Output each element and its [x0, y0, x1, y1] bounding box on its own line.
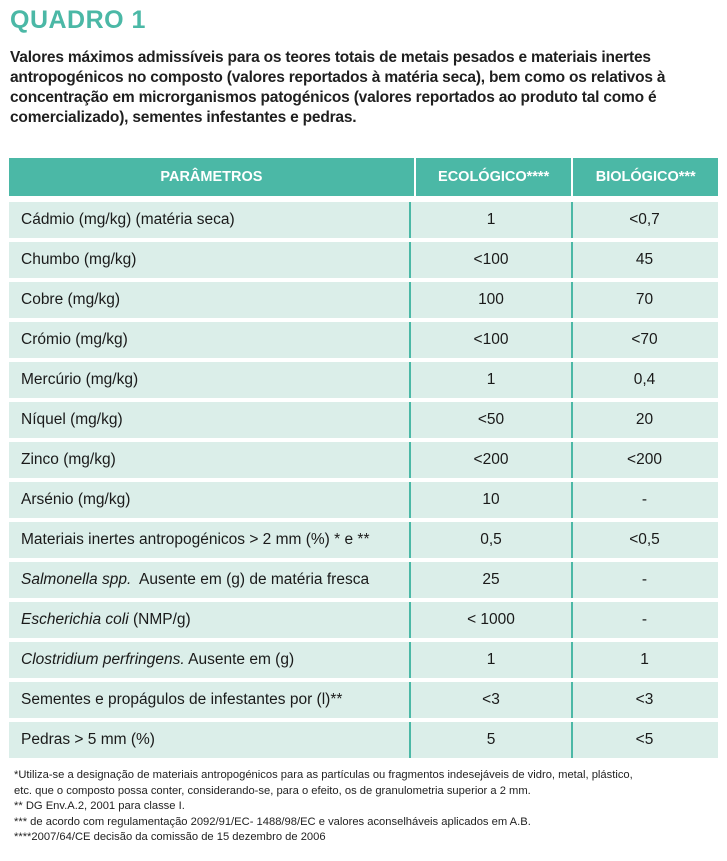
row-eco: <200 [409, 442, 571, 478]
row-param [9, 651, 409, 669]
table-row [9, 482, 718, 518]
row-param: Níquel (mg/kg) [21, 411, 123, 428]
page-title: QUADRO 1 [10, 6, 146, 34]
row-eco: 0,5 [409, 522, 571, 558]
row-param-rest: Ausente em (g) [184, 651, 295, 668]
row-param-italic: Clostridium perfringens. [21, 651, 185, 668]
row-param [9, 571, 409, 589]
row-eco: <3 [409, 682, 571, 718]
row-eco: < 1000 [409, 602, 571, 638]
footnote: ** DG Env.A.2, 2001 para classe I. [14, 800, 185, 812]
header-parametros: PARÂMETROS [160, 169, 263, 185]
footnote: *** de acordo com regulamentação 2092/91/EC- 1488/98/EC e valores aconselháveis aplicados em A.B. [14, 815, 531, 828]
row-eco: 1 [409, 362, 571, 398]
row-param: Sementes e propágulos de infestantes por (l)** [21, 691, 343, 708]
row-param: Arsénio (mg/kg) [21, 491, 131, 508]
row-eco: 1 [409, 642, 571, 678]
table-row [9, 202, 718, 238]
table-row [9, 682, 718, 718]
table-row [9, 402, 718, 438]
row-eco: 100 [409, 282, 571, 318]
table-row [9, 282, 718, 318]
table-row [9, 322, 718, 358]
row-param: Cádmio (mg/kg) (matéria seca) [21, 211, 235, 228]
row-param-italic: Escherichia coli [21, 611, 129, 628]
row-eco: 25 [409, 562, 571, 598]
parameters-table [9, 158, 718, 758]
table-caption: Valores máximos admissíveis para os teores totais de metais pesados e materiais inertes antropogénicos no composto (valores reportados à matéria seca), bem como os relativos à concentração em microrganismos patogénicos (valores reportados ao produto tal como é comercializado), sementes infestantes e pedras. [10, 49, 666, 126]
row-bio: <0,5 [571, 522, 716, 558]
footnote: etc. que o composto possa conter, considerando-se, para o efeito, os de granulometria superior a 2 mm. [14, 784, 531, 797]
row-param: Pedras > 5 mm (%) [21, 731, 155, 748]
row-param-rest: (NMP/g) [128, 611, 191, 628]
row-eco: 1 [409, 202, 571, 238]
table-row [9, 522, 718, 558]
row-bio: - [571, 482, 716, 518]
row-bio: 45 [571, 242, 716, 278]
footnote: *Utiliza-se a designação de materiais antropogénicos para as partículas ou fragmentos indesejáveis de vidro, metal, plástico, [14, 769, 633, 781]
row-bio: <200 [571, 442, 716, 478]
header-biologico: BIOLÓGICO*** [571, 158, 718, 196]
row-param: Zinco (mg/kg) [21, 451, 116, 468]
row-bio: <3 [571, 682, 716, 718]
table-row [9, 722, 718, 758]
row-param: Materiais inertes antropogénicos > 2 mm (%) * e ** [21, 531, 370, 548]
footnotes [14, 768, 720, 846]
row-bio: - [571, 562, 716, 598]
row-param [9, 611, 409, 629]
row-eco: <50 [409, 402, 571, 438]
row-bio: 20 [571, 402, 716, 438]
row-param: Mercúrio (mg/kg) [21, 371, 139, 388]
row-eco: <100 [409, 242, 571, 278]
table-row [9, 242, 718, 278]
row-param-italic: Salmonella spp. [21, 571, 132, 588]
row-eco: 10 [409, 482, 571, 518]
table-row [9, 562, 718, 598]
footnote: ****2007/64/CE decisão da comissão de 15 dezembro de 2006 [14, 831, 326, 843]
header-ecologico: ECOLÓGICO**** [414, 158, 572, 196]
table-row [9, 602, 718, 638]
row-param: Crómio (mg/kg) [21, 331, 128, 348]
row-eco: <100 [409, 322, 571, 358]
table-row [9, 442, 718, 478]
table-row [9, 362, 718, 398]
table-header [9, 158, 718, 196]
row-bio: <0,7 [571, 202, 716, 238]
row-bio: 70 [571, 282, 716, 318]
row-bio: 0,4 [571, 362, 716, 398]
row-bio: <70 [571, 322, 716, 358]
row-bio: - [571, 602, 716, 638]
row-param-rest: Ausente em (g) de matéria fresca [131, 571, 370, 588]
row-bio: <5 [571, 722, 716, 758]
row-param: Cobre (mg/kg) [21, 291, 121, 308]
row-bio: 1 [571, 642, 716, 678]
table-row [9, 642, 718, 678]
row-eco: 5 [409, 722, 571, 758]
row-param: Chumbo (mg/kg) [21, 251, 137, 268]
